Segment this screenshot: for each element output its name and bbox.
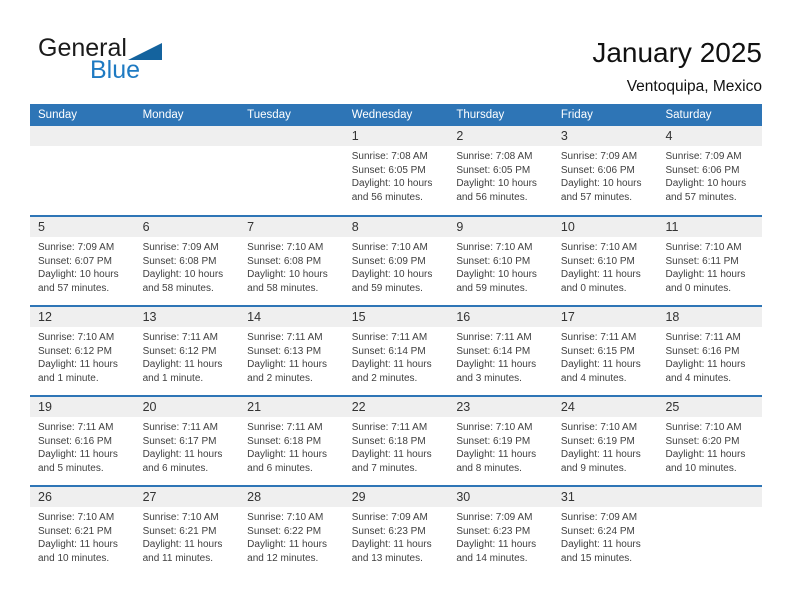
calendar-table [30,104,762,575]
daylight-text-line2: and 58 minutes. [142,282,214,294]
daylight-text-line1: Daylight: 11 hours [665,269,746,280]
daylight-text-line1: Daylight: 10 hours [142,269,224,280]
day-details [30,327,135,385]
day-number: 9 [448,217,553,237]
daylight-text-line1: Daylight: 11 hours [665,449,746,460]
day-cell-11 [657,217,762,305]
day-details [30,417,135,475]
daylight-text-line1: Daylight: 11 hours [456,359,537,370]
day-cell-28 [239,487,344,575]
day-details [30,146,135,150]
daylight-text-line2: and 4 minutes. [665,372,732,384]
sunset-text: Sunset: 6:12 PM [38,345,112,357]
sunset-text: Sunset: 6:17 PM [142,435,217,447]
weekday-header-monday: Monday [142,109,184,121]
daylight-text-line1: Daylight: 11 hours [38,449,118,460]
logo-text-general: General [38,34,127,62]
day-cell-24 [553,397,658,485]
daylight-text-line1: Daylight: 10 hours [247,269,328,280]
sunrise-text: Sunrise: 7:10 AM [456,242,533,253]
sunrise-text: Sunrise: 7:10 AM [665,242,742,253]
sunset-text: Sunset: 6:24 PM [560,525,635,537]
sunset-text: Sunset: 6:09 PM [351,255,426,267]
day-cell-14 [239,307,344,395]
day-cell-30 [448,487,553,575]
day-number: 5 [30,217,135,237]
day-details [448,237,553,295]
sunset-text: Sunset: 6:16 PM [38,435,112,447]
day-cell-19 [30,397,135,485]
daylight-text-line2: and 7 minutes. [351,462,418,474]
sunrise-text: Sunrise: 7:11 AM [456,332,532,343]
day-details [553,146,658,204]
daylight-text-line1: Daylight: 11 hours [560,359,641,370]
daylight-text-line2: and 10 minutes. [665,462,737,474]
day-details [30,507,135,565]
weekday-header-thursday: Thursday [456,109,505,121]
day-number: 15 [344,307,449,327]
sunset-text: Sunset: 6:08 PM [142,255,217,267]
sunrise-text: Sunrise: 7:11 AM [38,422,114,433]
sunrise-text: Sunrise: 7:11 AM [351,332,428,343]
day-details [553,327,658,385]
day-cell-21 [239,397,344,485]
daylight-text-line1: Daylight: 11 hours [560,539,641,550]
day-number: 27 [135,487,240,507]
day-number: 16 [448,307,553,327]
day-cell-23 [448,397,553,485]
daylight-text-line1: Daylight: 10 hours [38,269,119,280]
day-number: 24 [553,397,658,417]
day-cell-17 [553,307,658,395]
sunrise-text: Sunrise: 7:11 AM [247,332,323,343]
day-details [448,507,553,565]
day-details [30,237,135,295]
sunrise-text: Sunrise: 7:10 AM [247,242,324,253]
day-details [553,507,658,565]
daylight-text-line1: Daylight: 11 hours [351,449,432,460]
sunrise-text: Sunrise: 7:08 AM [456,151,533,162]
day-number: 17 [553,307,658,327]
title-block [592,38,762,96]
day-cell-6 [135,217,240,305]
sunset-text: Sunset: 6:21 PM [38,525,112,537]
day-cell-20 [135,397,240,485]
day-number: 30 [448,487,553,507]
daylight-text-line2: and 58 minutes. [247,282,319,294]
sunset-text: Sunset: 6:19 PM [560,435,635,447]
sunrise-text: Sunrise: 7:11 AM [247,422,323,433]
daylight-text-line1: Daylight: 11 hours [142,449,223,460]
sunrise-text: Sunrise: 7:10 AM [38,332,115,343]
weekday-header-sunday: Sunday [38,109,78,121]
sunset-text: Sunset: 6:11 PM [665,255,739,267]
week-row-1 [30,126,762,215]
daylight-text-line2: and 6 minutes. [247,462,313,474]
daylight-text-line1: Daylight: 10 hours [456,178,537,189]
sunset-text: Sunset: 6:14 PM [456,345,531,357]
sunset-text: Sunset: 6:06 PM [560,164,635,176]
daylight-text-line1: Daylight: 11 hours [351,539,432,550]
daylight-text-line1: Daylight: 11 hours [456,449,537,460]
day-details [344,417,449,475]
day-number: 28 [239,487,344,507]
day-details [344,507,449,565]
daylight-text-line2: and 57 minutes. [38,282,110,294]
day-details [135,146,240,150]
daylight-text-line2: and 6 minutes. [142,462,209,474]
day-number: 2 [448,126,553,146]
sunset-text: Sunset: 6:05 PM [351,164,426,176]
day-details [657,507,762,511]
day-cell-25 [657,397,762,485]
sunset-text: Sunset: 6:23 PM [456,525,531,537]
day-number: 23 [448,397,553,417]
daylight-text-line1: Daylight: 10 hours [560,178,642,189]
daylight-text-line2: and 11 minutes. [142,552,213,564]
daylight-text-line1: Daylight: 11 hours [560,449,641,460]
sunrise-text: Sunrise: 7:10 AM [560,242,638,253]
day-number: 25 [657,397,762,417]
day-cell-31 [553,487,658,575]
day-number: 10 [553,217,658,237]
day-number: 21 [239,397,344,417]
sunrise-text: Sunrise: 7:10 AM [142,512,219,523]
daylight-text-line2: and 9 minutes. [560,462,627,474]
day-number: 19 [30,397,135,417]
weekday-header-saturday: Saturday [665,109,712,121]
daylight-text-line1: Daylight: 10 hours [351,178,433,189]
sunset-text: Sunset: 6:05 PM [456,164,531,176]
sunset-text: Sunset: 6:13 PM [247,345,322,357]
daylight-text-line2: and 15 minutes. [560,552,633,564]
day-number: 20 [135,397,240,417]
day-number: 7 [239,217,344,237]
week-row-2 [30,215,762,305]
day-cell-empty [657,487,762,575]
day-number: 29 [344,487,449,507]
day-cell-5 [30,217,135,305]
weekday-header-row [30,104,762,126]
daylight-text-line1: Daylight: 11 hours [351,359,432,370]
day-number: 3 [553,126,658,146]
daylight-text-line1: Daylight: 10 hours [456,269,537,280]
daylight-text-line1: Daylight: 11 hours [142,359,223,370]
day-number: 14 [239,307,344,327]
day-details [448,417,553,475]
daylight-text-line2: and 57 minutes. [665,191,737,203]
day-cell-15 [344,307,449,395]
day-details [239,417,344,475]
general-blue-logo [38,36,162,83]
daylight-text-line2: and 56 minutes. [456,191,528,203]
day-cell-13 [135,307,240,395]
day-details [135,237,240,295]
daylight-text-line1: Daylight: 11 hours [38,539,118,550]
day-details [135,507,240,565]
day-details [553,237,658,295]
week-row-5 [30,485,762,575]
sunset-text: Sunset: 6:10 PM [560,255,635,267]
day-number: 11 [657,217,762,237]
day-cell-2 [448,126,553,215]
day-cell-12 [30,307,135,395]
sunset-text: Sunset: 6:07 PM [38,255,112,267]
day-details [239,237,344,295]
day-number: 12 [30,307,135,327]
day-number [239,126,344,146]
daylight-text-line1: Daylight: 10 hours [351,269,433,280]
daylight-text-line2: and 59 minutes. [456,282,528,294]
daylight-text-line2: and 1 minute. [38,372,99,384]
daylight-text-line1: Daylight: 11 hours [38,359,118,370]
page-title: January 2025 [592,37,762,68]
day-number: 1 [344,126,449,146]
day-details [344,237,449,295]
sunset-text: Sunset: 6:12 PM [142,345,217,357]
week-row-4 [30,395,762,485]
day-details [657,327,762,385]
day-details [239,327,344,385]
daylight-text-line2: and 1 minute. [142,372,204,384]
day-details [448,146,553,204]
page-subtitle: Ventoquipa, Mexico [626,77,762,95]
sunrise-text: Sunrise: 7:09 AM [560,512,638,523]
day-cell-3 [553,126,658,215]
day-cell-1 [344,126,449,215]
daylight-text-line2: and 13 minutes. [351,552,423,564]
day-cell-29 [344,487,449,575]
day-cell-empty [135,126,240,215]
sunset-text: Sunset: 6:14 PM [351,345,426,357]
day-cell-8 [344,217,449,305]
day-cell-26 [30,487,135,575]
sunrise-text: Sunrise: 7:11 AM [142,422,218,433]
sunset-text: Sunset: 6:08 PM [247,255,322,267]
day-details [344,327,449,385]
sunrise-text: Sunrise: 7:11 AM [665,332,741,343]
day-details [239,507,344,565]
daylight-text-line2: and 3 minutes. [456,372,522,384]
day-cell-9 [448,217,553,305]
day-cell-4 [657,126,762,215]
sunset-text: Sunset: 6:15 PM [560,345,635,357]
day-details [657,146,762,204]
sunset-text: Sunset: 6:21 PM [142,525,217,537]
daylight-text-line1: Daylight: 11 hours [560,269,641,280]
sunrise-text: Sunrise: 7:10 AM [560,422,638,433]
sunrise-text: Sunrise: 7:10 AM [665,422,742,433]
daylight-text-line2: and 2 minutes. [351,372,418,384]
day-details [344,146,449,204]
sunset-text: Sunset: 6:06 PM [665,164,740,176]
day-cell-22 [344,397,449,485]
sunrise-text: Sunrise: 7:09 AM [142,242,219,253]
sunrise-text: Sunrise: 7:10 AM [247,512,324,523]
sunrise-text: Sunrise: 7:08 AM [351,151,428,162]
day-cell-empty [239,126,344,215]
day-number: 26 [30,487,135,507]
sunset-text: Sunset: 6:20 PM [665,435,740,447]
daylight-text-line1: Daylight: 11 hours [142,539,223,550]
sunset-text: Sunset: 6:18 PM [247,435,322,447]
day-cell-18 [657,307,762,395]
sunrise-text: Sunrise: 7:09 AM [665,151,742,162]
daylight-text-line2: and 4 minutes. [560,372,627,384]
day-details [553,417,658,475]
day-details [448,327,553,385]
weekday-header-tuesday: Tuesday [247,109,291,121]
sunrise-text: Sunrise: 7:10 AM [351,242,428,253]
day-cell-10 [553,217,658,305]
daylight-text-line1: Daylight: 11 hours [247,449,328,460]
day-number [657,487,762,507]
sunrise-text: Sunrise: 7:10 AM [38,512,115,523]
daylight-text-line2: and 59 minutes. [351,282,423,294]
sunrise-text: Sunrise: 7:11 AM [560,332,637,343]
day-details [239,146,344,150]
sunrise-text: Sunrise: 7:11 AM [351,422,428,433]
sunset-text: Sunset: 6:16 PM [665,345,740,357]
daylight-text-line1: Daylight: 11 hours [665,359,746,370]
day-number: 6 [135,217,240,237]
day-details [135,417,240,475]
day-details [135,327,240,385]
day-cell-7 [239,217,344,305]
sunset-text: Sunset: 6:10 PM [456,255,531,267]
sunset-text: Sunset: 6:19 PM [456,435,531,447]
day-number [135,126,240,146]
daylight-text-line2: and 56 minutes. [351,191,423,203]
day-number: 18 [657,307,762,327]
day-number [30,126,135,146]
daylight-text-line2: and 0 minutes. [665,282,732,294]
daylight-text-line2: and 10 minutes. [38,552,110,564]
day-details [657,237,762,295]
sunset-text: Sunset: 6:23 PM [351,525,426,537]
calendar-grid [30,126,762,575]
day-number: 22 [344,397,449,417]
sunrise-text: Sunrise: 7:11 AM [142,332,218,343]
daylight-text-line1: Daylight: 10 hours [665,178,747,189]
daylight-text-line1: Daylight: 11 hours [247,539,328,550]
day-number: 13 [135,307,240,327]
logo-text-blue: Blue [90,56,141,84]
daylight-text-line2: and 8 minutes. [456,462,522,474]
day-cell-empty [30,126,135,215]
daylight-text-line2: and 0 minutes. [560,282,627,294]
sunrise-text: Sunrise: 7:10 AM [456,422,533,433]
daylight-text-line2: and 12 minutes. [247,552,319,564]
sunrise-text: Sunrise: 7:09 AM [351,512,428,523]
day-cell-16 [448,307,553,395]
sunrise-text: Sunrise: 7:09 AM [38,242,115,253]
day-number: 31 [553,487,658,507]
weekday-header-wednesday: Wednesday [351,109,413,121]
daylight-text-line1: Daylight: 11 hours [247,359,328,370]
daylight-text-line2: and 14 minutes. [456,552,528,564]
weekday-header-friday: Friday [560,109,593,121]
daylight-text-line1: Daylight: 11 hours [456,539,537,550]
sunset-text: Sunset: 6:18 PM [351,435,426,447]
daylight-text-line2: and 5 minutes. [38,462,104,474]
week-row-3 [30,305,762,395]
day-cell-27 [135,487,240,575]
sunrise-text: Sunrise: 7:09 AM [560,151,638,162]
day-number: 8 [344,217,449,237]
day-details [657,417,762,475]
daylight-text-line2: and 57 minutes. [560,191,633,203]
daylight-text-line2: and 2 minutes. [247,372,313,384]
sunrise-text: Sunrise: 7:09 AM [456,512,533,523]
day-number: 4 [657,126,762,146]
sunset-text: Sunset: 6:22 PM [247,525,322,537]
